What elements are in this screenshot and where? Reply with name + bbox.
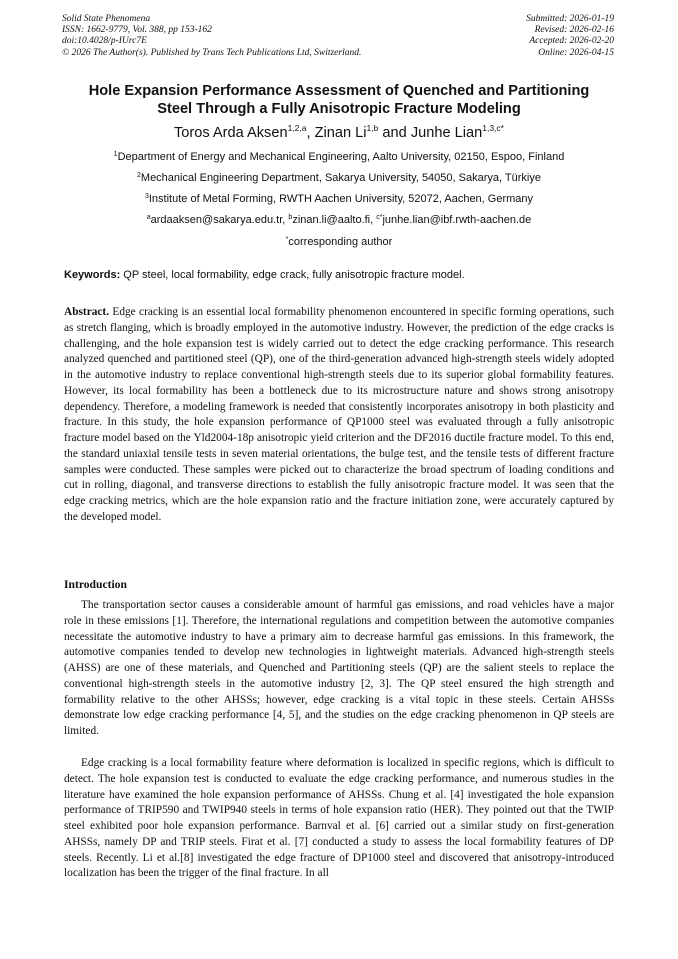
online-date: Online: 2026-04-15 (538, 47, 614, 58)
submitted-date: Submitted: 2026-01-19 (526, 14, 614, 24)
author-affiliation-marker: 1,2,a (287, 123, 307, 133)
title-line: Steel Through a Fully Anisotropic Fracture Modeling (157, 101, 521, 117)
abstract (64, 305, 614, 526)
affiliation-3 (40, 193, 638, 206)
accepted-date: Accepted: 2026-02-20 (529, 36, 614, 47)
author-emails (40, 214, 638, 227)
abstract-text: Edge cracking is an essential local formability phenomenon encountered in specific forming operations, such as stretch flanging, which is broadly employed in the automotive industry. However, the prediction of the edge cracks is challenging, and the hole expansion test is widely carried out to detect the edge cracking performance. This research analyzed quenched and partitioned steel (QP), one of the third-generation advanced high-strength steels widely adopted in the automotive industry to replace conventional high-strength steels due to its superior global formability features. However, its local formability has been a bottleneck due to its microstructure nature and shows strong anisotropy dependency. Therefore, a modeling framework is needed that consistently incorporates anisotropy in both plasticity and fracture. In this study, the hole expansion performance of QP1000 steel was evaluated through a fully anisotropic fracture model based on the Yld2004-18p anisotropic yield criterion and the DF2016 ductile fracture model. To this end, the standard uniaxial tensile tests in seven material orientations, the bulge test, and the tensile tests of different fracture samples were conducted. These samples were picked out to characterize the broad spectrum of loading conditions and cut in rolling, diagonal, and transverse directions to establish the fully anisotropic fracture model. It was seen that the edge cracking metrics, which are the hole expansion ratio and the fracture initiation zone, were accurately captured by the developed model. (64, 306, 614, 523)
author-name: Zinan Li (314, 125, 367, 141)
revised-date: Revised: 2026-02-16 (534, 25, 614, 36)
email-link[interactable]: zinan.li@aalto.fi, (292, 214, 377, 226)
affiliation-text: Department of Energy and Mechanical Engineering, Aalto University, 02150, Espoo, Finland (117, 151, 565, 163)
author-separator: and (378, 125, 411, 141)
introduction-paragraph-2 (64, 756, 614, 882)
email-marker: c* (376, 214, 383, 221)
affiliation-text: Institute of Metal Forming, RWTH Aachen University, 52072, Aachen, Germany (148, 193, 534, 205)
keywords-label: Keywords: (64, 269, 121, 281)
corresponding-author-note (40, 236, 638, 249)
introduction-paragraph-1 (64, 598, 614, 740)
keywords (64, 269, 624, 282)
corresponding-marker: * (285, 236, 289, 243)
author-name: Junhe Lian (410, 125, 483, 141)
paragraph-text: The transportation sector causes a considerable amount of harmful gas emissions, and road vehicles have a major role in these emissions [1]. Therefore, the international regulations and competition between the automotive companies necessitate the automotive industry to have a primary aim to decrease harmful gas emissions. In this framework, the automotive companies tended to develop new technologies in lightweight materials. Advanced high-strength steels (AHSS) are one of these materials, and Quenched and Partitioning steels (QP) are the salient steels to replace the conventional high-strength steels in the automotive industry [2, 3]. The QP steel ensured the high strength and formability relative to the other AHSSs; however, edge cracking is a vital topic in these steels. Certain AHSSs demonstrate low edge cracking performance [4, 5], and the studies on the edge cracking phenomenon in QP steels are limited. (64, 599, 614, 737)
paragraph-text: Edge cracking is a local formability feature where deformation is localized in specific regions, which is difficult to detect. The hole expansion test is conducted to evaluate the edge cracking performance, and numerous studies in the literature have examined the hole expansion performance of AHSSs. Chung et al. [4] investigated the hole expansion performance of TRIP590 and TWIP940 steels in terms of hole expansion ratio (HER). They pointed out that the TWIP steel exhibited poor hole expansion performance. Barnval et al. [6] carried out a similar study on first-generation AHSSs, namely DP and TRIP steels. Firat et al. [7] conducted a study to assess the local formability features of DP steels. Recently. Li et al.[8] investigated the edge fracture of DP1000 steel and discovered that anisotropy-introduced localization has been the trigger of the final fracture. In all (64, 757, 614, 880)
email-link[interactable]: ardaaksen@sakarya.edu.tr, (150, 214, 289, 226)
email-link[interactable]: junhe.lian@ibf.rwth-aachen.de (382, 214, 532, 226)
section-heading-introduction: Introduction (64, 578, 127, 591)
title-line: Hole Expansion Performance Assessment of Quenched and Partitioning (88, 83, 590, 99)
doi-line: doi:10.4028/p-IUrc7E (62, 36, 147, 47)
journal-name: Solid State Phenomena (62, 14, 151, 24)
keywords-text: QP steel, local formability, edge crack, fully anisotropic fracture model. (120, 269, 465, 281)
paper-title (40, 82, 638, 118)
author-separator: , (306, 125, 315, 141)
author-name: Toros Arda Aksen (174, 125, 288, 141)
affiliation-1 (40, 151, 638, 164)
dates-header (526, 14, 614, 59)
journal-info-header (62, 14, 361, 59)
copyright-line: © 2026 The Author(s). Published by Trans Tech Publications Ltd, Switzerland. (62, 47, 362, 58)
affiliation-text: Mechanical Engineering Department, Sakarya University, 54050, Sakarya, Türkiye (140, 172, 541, 184)
issn-line: ISSN: 1662-9779, Vol. 388, pp 153-162 (62, 25, 212, 36)
author-affiliation-marker: 1,b (366, 123, 379, 133)
email-marker: b (288, 214, 293, 221)
author-affiliation-marker: 1,3,c* (482, 123, 504, 133)
author-list (40, 124, 638, 142)
affiliation-2 (40, 172, 638, 185)
abstract-label: Abstract. (64, 306, 110, 318)
corresponding-text: corresponding author (288, 236, 393, 248)
email-marker: a (146, 214, 151, 221)
affiliation-marker: 2 (137, 172, 141, 179)
affiliation-marker: 3 (144, 193, 149, 200)
affiliation-marker: 1 (113, 151, 118, 158)
